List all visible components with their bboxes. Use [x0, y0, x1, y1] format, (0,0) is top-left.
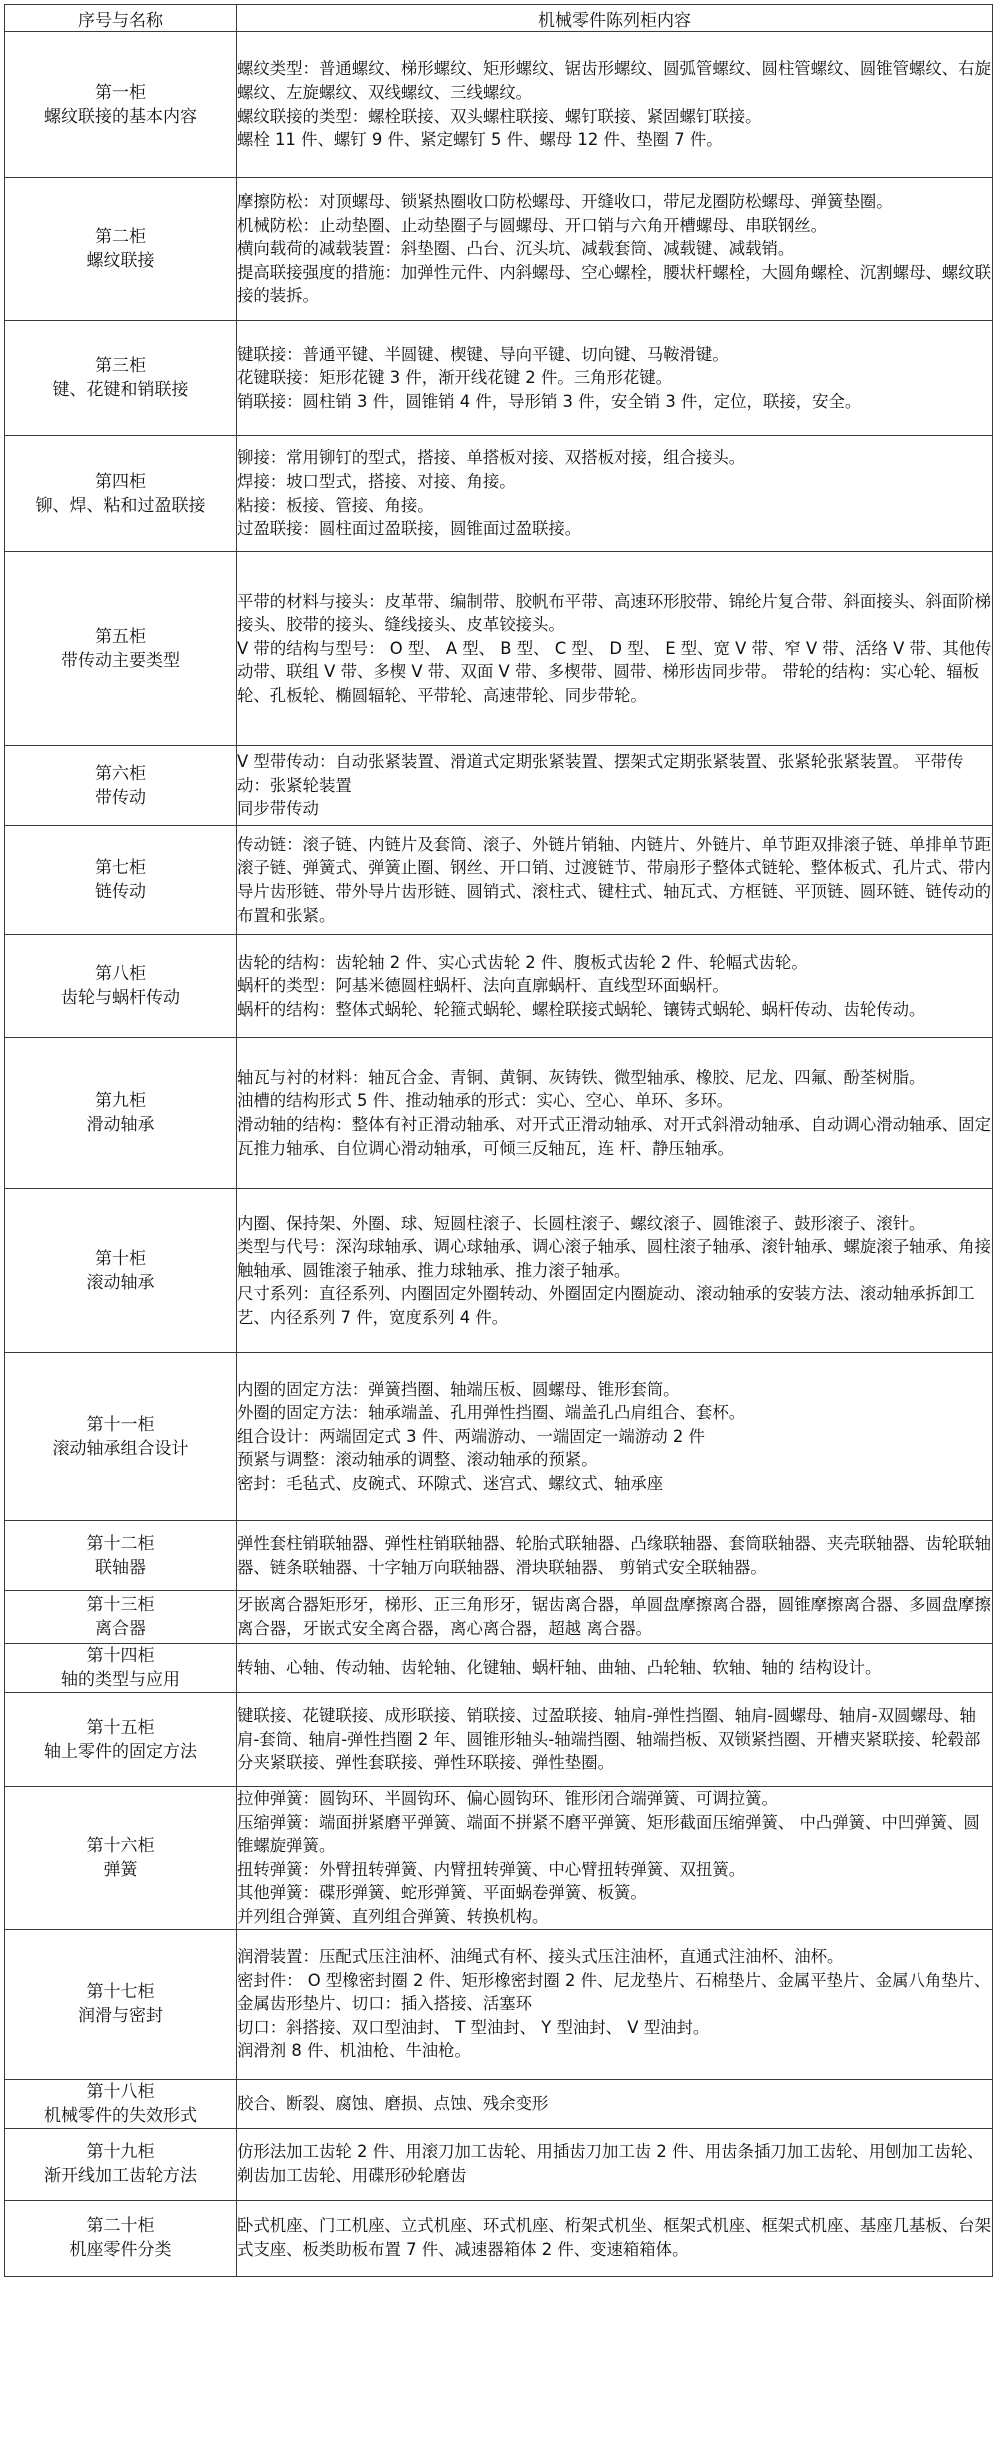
- cabinet-name-cell: [5, 1693, 237, 1787]
- cabinet-number: 第十柜: [95, 1248, 146, 1269]
- cabinet-name-cell: [5, 2128, 237, 2200]
- content-line: V 带的结构与型号： O 型、 A 型、 B 型、 C 型、 D 型、 E 型、宽 V 带、窄 V 带、活络 V 带、其他传动带、联组 V 带、多楔 V 带、双面 V 带、多楔带、圆带、梯形齿同步带。 带轮的结构：实心轮、辐板轮、孔板轮、椭圆辐轮、平带轮、高速带轮、同步带轮。: [237, 638, 992, 705]
- header-content: 机械零件陈列柜内容: [237, 5, 993, 32]
- header-name: 序号与名称: [5, 5, 237, 32]
- cabinet-title: 联轴器: [95, 1557, 146, 1578]
- cabinet-content-cell: [237, 935, 993, 1038]
- table-row: [5, 1353, 993, 1521]
- content-line: 键联接：普通平键、半圆键、楔键、导向平键、切向键、马鞍滑键。: [237, 344, 729, 364]
- content-line: 内圈的固定方法：弹簧挡圈、轴端压板、圆螺母、锥形套筒。: [237, 1379, 680, 1399]
- cabinet-content-cell: [237, 1353, 993, 1521]
- cabinet-content-cell: [237, 746, 993, 826]
- cabinet-content-cell: [237, 2128, 993, 2200]
- cabinet-number: 第十一柜: [86, 1414, 155, 1435]
- content-line: 轴瓦与衬的材料：轴瓦合金、青铜、黄铜、灰铸铁、微型轴承、橡胶、尼龙、四氟、酚荃树脂。: [237, 1067, 926, 1087]
- content-line: 滑动轴的结构：整体有衬正滑动轴承、对开式正滑动轴承、对开式斜滑动轴承、自动调心滑动轴承、固定瓦推力轴承、自位调心滑动轴承，可倾三反轴瓦，连 杆、静压轴承。: [237, 1115, 991, 1158]
- cabinet-name-cell: [5, 436, 237, 552]
- cabinet-name-cell: [5, 32, 237, 178]
- cabinet-name-cell: [5, 1038, 237, 1189]
- content-line: 横向载荷的减载装置：斜垫圈、凸台、沉头坑、减载套筒、减载键、减载销。: [237, 239, 795, 259]
- content-line: 仿形法加工齿轮 2 件、用滚刀加工齿轮、用插齿刀加工齿 2 件、用齿条插刀加工齿轮、用刨加工齿轮、剃齿加工齿轮、用碟形砂轮磨齿: [237, 2142, 984, 2186]
- table-row: [5, 32, 993, 178]
- content-line: 外圈的固定方法：轴承端盖、孔用弹性挡圈、端盖孔凸肩组合、套杯。: [237, 1403, 746, 1423]
- cabinet-name-cell: [5, 2079, 237, 2128]
- exhibit-table: [4, 4, 993, 2277]
- cabinet-content-cell: [237, 1787, 993, 1930]
- cabinet-title: 滚动轴承组合设计: [52, 1438, 189, 1459]
- cabinet-content-cell: [237, 1189, 993, 1353]
- cabinet-title: 润滑与密封: [78, 2006, 163, 2027]
- cabinet-name-cell: [5, 1787, 237, 1930]
- content-line: 焊接：坡口型式，搭接、对接、角接。: [237, 471, 516, 491]
- content-line: 油槽的结构形式 5 件、推动轴承的形式：实心、空心、单环、多环。: [237, 1091, 734, 1111]
- content-line: 花键联接：矩形花键 3 件，渐开线花键 2 件。三角形花键。: [237, 368, 673, 388]
- cabinet-name-cell: [5, 935, 237, 1038]
- cabinet-title: 铆、焊、粘和过盈联接: [35, 495, 206, 516]
- cabinet-number: 第五柜: [95, 626, 146, 647]
- cabinet-number: 第十四柜: [86, 1646, 155, 1666]
- content-line: 摩擦防松：对顶螺母、锁紧热圈收口防松螺母、开缝收口，带尼龙圈防松螺母、弹簧垫圈。: [237, 192, 893, 212]
- cabinet-number: 第八柜: [95, 964, 146, 984]
- cabinet-name-cell: [5, 2200, 237, 2276]
- cabinet-title: 离合器: [95, 1619, 146, 1639]
- cabinet-number: 第十三柜: [86, 1595, 155, 1615]
- cabinet-title: 滑动轴承: [86, 1115, 155, 1135]
- cabinet-content-cell: [237, 178, 993, 321]
- table-row: [5, 321, 993, 436]
- cabinet-title: 齿轮与蜗杆传动: [61, 988, 180, 1008]
- cabinet-content-cell: [237, 1038, 993, 1189]
- cabinet-title: 机座零件分类: [69, 2240, 172, 2261]
- content-line: 提高联接强度的措施：加弹性元件、内斜螺母、空心螺栓，腰状杆螺栓，大圆角螺栓、沉割螺母、螺纹联接的装拆。: [237, 262, 991, 306]
- cabinet-content-cell: [237, 826, 993, 935]
- cabinet-number: 第二十柜: [86, 2216, 155, 2237]
- cabinet-content-cell: [237, 1929, 993, 2079]
- cabinet-number: 第十七柜: [86, 1982, 155, 2003]
- cabinet-number: 第六柜: [95, 763, 146, 784]
- cabinet-name-cell: [5, 1521, 237, 1591]
- cabinet-title: 螺纹联接的基本内容: [44, 106, 197, 127]
- content-line: 粘接：板接、管接、角接。: [237, 495, 434, 515]
- cabinet-number: 第四柜: [95, 471, 146, 492]
- table-row: [5, 436, 993, 552]
- content-line: 蜗杆的类型：阿基米德圆柱蜗杆、法向直廓蜗杆、直线型环面蜗杆。: [237, 976, 729, 996]
- content-line: 类型与代号：深沟球轴承、调心球轴承、调心滚子轴承、圆柱滚子轴承、滚针轴承、螺旋滚子轴承、角接触轴承、圆锥滚子轴承、推力球轴承、推力滚子轴承。: [237, 1237, 991, 1280]
- cabinet-name-cell: [5, 1189, 237, 1353]
- content-line: V 型带传动：自动张紧装置、滑道式定期张紧装置、摆架式定期张紧装置、张紧轮张紧装置。 平带传动：张紧轮装置: [237, 752, 964, 795]
- table-row: [5, 1521, 993, 1591]
- content-line: 预紧与调整：滚动轴承的调整、滚动轴承的预紧。: [237, 1450, 598, 1470]
- cabinet-name-cell: [5, 1644, 237, 1693]
- cabinet-title: 弹簧: [103, 1859, 138, 1880]
- cabinet-name-cell: [5, 1353, 237, 1521]
- cabinet-name-cell: [5, 552, 237, 746]
- content-line: 密封件： O 型橡密封圈 2 件、矩形橡密封圈 2 件、尼龙垫片、石棉垫片、金属平垫片、金属八角垫片、金属齿形垫片、切口：插入搭接、活塞环: [237, 1970, 991, 2014]
- cabinet-title: 渐开线加工齿轮方法: [44, 2166, 197, 2187]
- content-line: 销联接：圆柱销 3 件，圆锥销 4 件，导形销 3 件，安全销 3 件，定位，联接，安全。: [237, 391, 862, 411]
- content-line: 胶合、断裂、腐蚀、磨损、点蚀、残余变形: [237, 2093, 549, 2113]
- content-line: 组合设计：两端固定式 3 件、两端游动、一端固定一端游动 2 件: [237, 1426, 705, 1446]
- cabinet-name-cell: [5, 746, 237, 826]
- table-row: [5, 1787, 993, 1930]
- cabinet-title: 轴上零件的固定方法: [44, 1741, 197, 1762]
- content-line: 螺栓 11 件、螺钉 9 件、紧定螺钉 5 件、螺母 12 件、垫圈 7 件。: [237, 130, 723, 150]
- cabinet-number: 第十二柜: [86, 1533, 155, 1554]
- table-row: [5, 1189, 993, 1353]
- content-line: 其他弹簧：碟形弹簧、蛇形弹簧、平面蜗卷弹簧、板簧。: [237, 1883, 647, 1903]
- cabinet-content-cell: [237, 321, 993, 436]
- cabinet-number: 第三柜: [95, 356, 146, 376]
- table-row: [5, 935, 993, 1038]
- content-line: 齿轮的结构：齿轮轴 2 件、实心式齿轮 2 件、腹板式齿轮 2 件、轮幅式齿轮。: [237, 952, 808, 972]
- content-line: 弹性套柱销联轴器、弹性柱销联轴器、轮胎式联轴器、凸缘联轴器、套筒联轴器、夹壳联轴器、齿轮联轴器、链条联轴器、十字轴万向联轴器、滑块联轴器、 剪销式安全联轴器。: [237, 1533, 991, 1577]
- cabinet-name-cell: [5, 178, 237, 321]
- cabinet-title: 键、花键和销联接: [52, 380, 189, 400]
- table-row: [5, 2200, 993, 2276]
- cabinet-number: 第十六柜: [86, 1835, 155, 1856]
- cabinet-title: 机械零件的失效形式: [44, 2105, 197, 2126]
- cabinet-title: 螺纹联接: [86, 251, 155, 271]
- cabinet-number: 第一柜: [95, 82, 146, 103]
- content-line: 并列组合弹簧、直列组合弹簧、转换机构。: [237, 1906, 549, 1926]
- cabinet-number: 第十五柜: [86, 1717, 155, 1738]
- cabinet-number: 第七柜: [95, 858, 146, 878]
- table-row: [5, 1038, 993, 1189]
- cabinet-title: 带传动主要类型: [61, 650, 180, 671]
- cabinet-title: 滚动轴承: [86, 1272, 155, 1293]
- content-line: 传动链：滚子链、内链片及套筒、滚子、外链片销轴、内链片、外链片、单节距双排滚子链、单排单节距滚子链、弹簧式、弹簧止圈、钢丝、开口销、过渡链节、带扇形子整体式链轮、整体板式、孔片式、带内导片齿形链、带外导片齿形链、圆销式、滚柱式、键柱式、轴瓦式、方框链、平顶链、圆环链、链传动的布置和张紧。: [237, 834, 991, 925]
- content-line: 过盈联接：圆柱面过盈联接，圆锥面过盈联接。: [237, 519, 582, 539]
- cabinet-title: 链传动: [95, 882, 146, 902]
- cabinet-content-cell: [237, 552, 993, 746]
- content-line: 扭转弹簧：外臂扭转弹簧、内臂扭转弹簧、中心臂扭转弹簧、双扭簧。: [237, 1859, 746, 1879]
- cabinet-name-cell: [5, 321, 237, 436]
- table-row: [5, 1929, 993, 2079]
- table-row: [5, 1644, 993, 1693]
- table-row: [5, 2128, 993, 2200]
- table-row: [5, 746, 993, 826]
- content-line: 卧式机座、门工机座、立式机座、环式机座、桁架式机坐、框架式机座、框架式机座、基座几基板、台架式支座、板类助板布置 7 件、减速器箱体 2 件、变速箱箱体。: [237, 2216, 991, 2260]
- table-row: [5, 826, 993, 935]
- content-line: 平带的材料与接头：皮革带、编制带、胶帆布平带、高速环形胶带、锦纶片复合带、斜面接头、斜面阶梯接头、胶带的接头、缝线接头、皮革铰接头。: [237, 591, 991, 635]
- cabinet-name-cell: [5, 1591, 237, 1644]
- content-line: 润滑剂 8 件、机油枪、牛油枪。: [237, 2041, 471, 2061]
- cabinet-content-cell: [237, 2079, 993, 2128]
- content-line: 切口：斜搭接、双口型油封、 T 型油封、 Y 型油封、 V 型油封。: [237, 2017, 710, 2037]
- table-row: [5, 178, 993, 321]
- cabinet-content-cell: [237, 2200, 993, 2276]
- content-line: 键联接、花键联接、成形联接、销联接、过盈联接、轴肩-弹性挡圈、轴肩-圆螺母、轴肩-双圆螺母、轴肩-套筒、轴肩-弹性挡圈 2 年、圆锥形轴头-轴端挡圈、轴端挡板、双锁紧挡圈、开槽夹紧联接、轮毂部分夹紧联接、弹性套联接、弹性环联接、弹性垫圈。: [237, 1706, 981, 1773]
- cabinet-content-cell: [237, 1644, 993, 1693]
- content-line: 螺纹联接的类型：螺栓联接、双头螺柱联接、螺钉联接、紧固螺钉联接。: [237, 106, 762, 126]
- cabinet-number: 第十九柜: [86, 2142, 155, 2163]
- table-header-row: [5, 5, 993, 32]
- content-line: 密封：毛毡式、皮碗式、环隙式、迷宫式、螺纹式、轴承座: [237, 1473, 664, 1493]
- content-line: 牙嵌离合器矩形牙，梯形、正三角形牙，锯齿离合器，单圆盘摩擦离合器，圆锥摩擦离合器、多圆盘摩擦离合器，牙嵌式安全离合器，离心离合器，超越 离合器。: [237, 1595, 991, 1638]
- cabinet-number: 第十八柜: [86, 2081, 155, 2102]
- content-line: 尺寸系列：直径系列、内圈固定外圈转动、外圈固定内圈旋动、滚动轴承的安装方法、滚动轴承拆卸工艺、内径系列 7 件，宽度系列 4 件。: [237, 1284, 975, 1327]
- content-line: 压缩弹簧：端面拼紧磨平弹簧、端面不拼紧不磨平弹簧、矩形截面压缩弹簧、 中凸弹簧、中凹弹簧、圆锥螺旋弹簧。: [237, 1812, 980, 1856]
- cabinet-content-cell: [237, 1693, 993, 1787]
- content-line: 铆接：常用铆钉的型式，搭接、单搭板对接、双搭板对接，组合接头。: [237, 448, 746, 468]
- content-line: 同步带传动: [237, 799, 319, 819]
- table-row: [5, 2079, 993, 2128]
- cabinet-content-cell: [237, 32, 993, 178]
- table-row: [5, 552, 993, 746]
- table-row: [5, 1591, 993, 1644]
- cabinet-number: 第九柜: [95, 1091, 146, 1111]
- content-line: 螺纹类型：普通螺纹、梯形螺纹、矩形螺纹、锯齿形螺纹、圆弧管螺纹、圆柱管螺纹、圆锥管螺纹、右旋螺纹、左旋螺纹、双线螺纹、三线螺纹。: [237, 59, 991, 102]
- content-line: 转轴、心轴、传动轴、齿轮轴、化键轴、蜗杆轴、曲轴、凸轮轴、软轴、轴的 结构设计。: [237, 1658, 882, 1678]
- cabinet-title: 轴的类型与应用: [61, 1670, 180, 1690]
- cabinet-title: 带传动: [95, 787, 146, 808]
- content-line: 机械防松：止动垫圈、止动垫圈子与圆螺母、开口销与六角开槽螺母、串联钢丝。: [237, 215, 828, 235]
- content-line: 蜗杆的结构：整体式蜗轮、轮箍式蜗轮、螺栓联接式蜗轮、镶铸式蜗轮、蜗杆传动、齿轮传动。: [237, 999, 926, 1019]
- cabinet-content-cell: [237, 436, 993, 552]
- content-line: 内圈、保持架、外圈、球、短圆柱滚子、长圆柱滚子、螺纹滚子、圆锥滚子、鼓形滚子、滚针。: [237, 1213, 926, 1233]
- content-line: 润滑装置：压配式压注油杯、油绳式有杯、接头式压注油杯，直通式注油杯、油杯。: [237, 1947, 844, 1967]
- cabinet-name-cell: [5, 1929, 237, 2079]
- cabinet-content-cell: [237, 1521, 993, 1591]
- cabinet-number: 第二柜: [95, 227, 146, 247]
- cabinet-name-cell: [5, 826, 237, 935]
- content-line: 拉伸弹簧：圆钩环、半圆钩环、偏心圆钩环、锥形闭合端弹簧、可调拉簧。: [237, 1789, 778, 1808]
- cabinet-content-cell: [237, 1591, 993, 1644]
- table-row: [5, 1693, 993, 1787]
